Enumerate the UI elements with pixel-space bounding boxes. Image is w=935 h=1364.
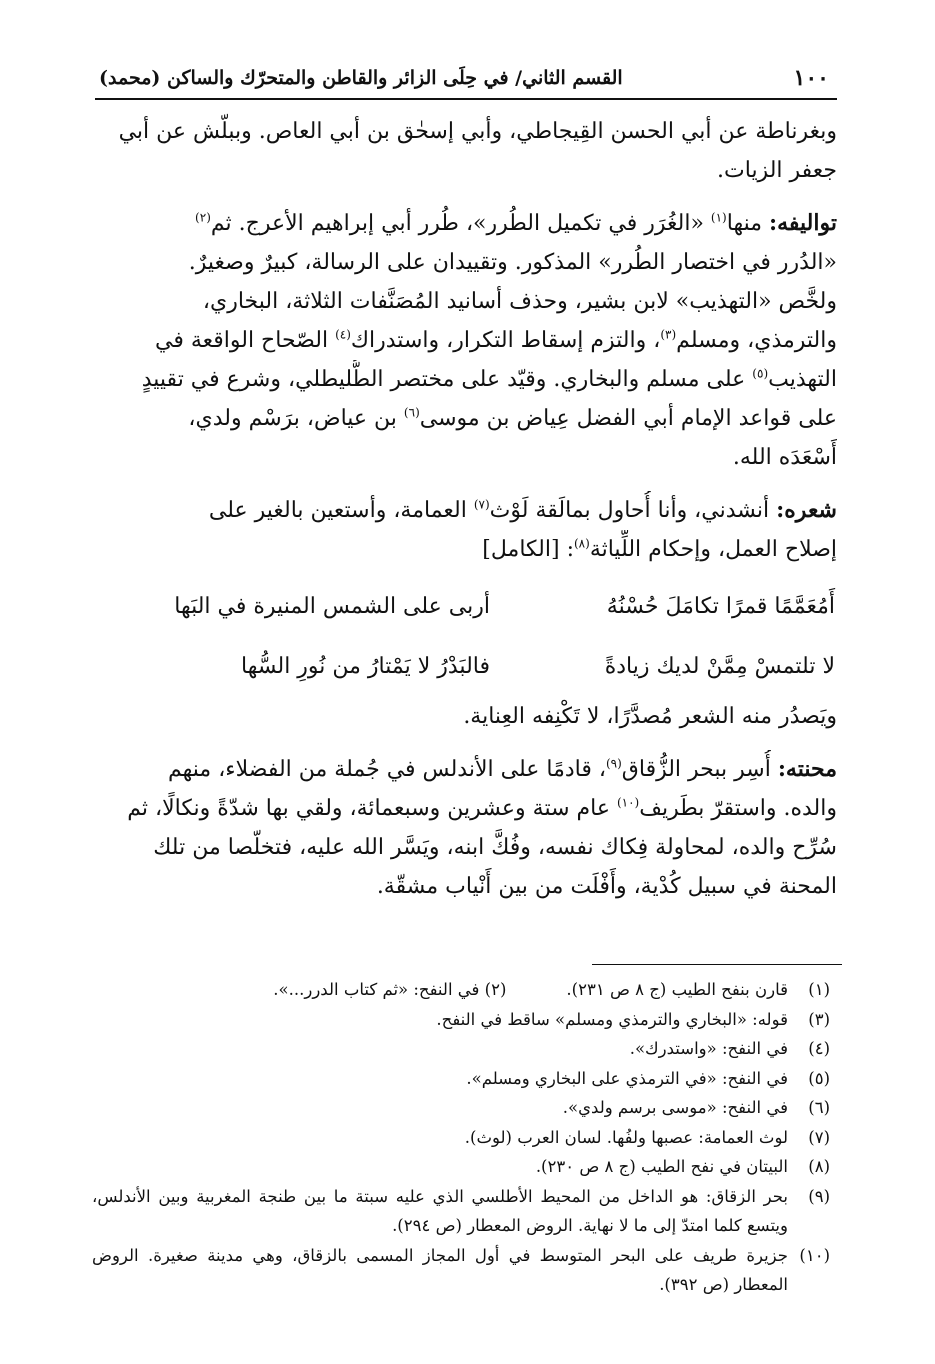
text-line: وبغرناطة عن أبي الحسن القِيجاطي، وأبي إسحٰق بن أبي العاص. وببلّش عن أبي [118,119,837,144]
text-line: إصلاح العمل، وإحكام اللِّياثة$^{(٨)}$: [الكامل] [482,536,837,562]
footnote-text: بحر الزقاق: هو الداخل من المحيط الأطلسي الذي عليه سبتة ما بين طنجة المغربية وبين الأندلس، ويتسع كلما امتدّ إلى ما لا نهاية. الروض المعطار (ص ٢٩٤). [92,1186,788,1235]
footnote-number: (١) [808,980,830,999]
text-line: أَسْعَدَه الله. [732,445,837,470]
text-line: جعفر الزيات. [717,158,837,183]
text-line: التهذيب$^{(٥)}$ على مسلم والبخاري. وقيّد على مختصر الطُّليطلي، وشرع في تقييدٍ [141,366,837,392]
section-label-poetry: شعره: [776,497,837,523]
footnote-ref[interactable]: (٥) [752,366,769,381]
poem [95,583,837,691]
text-line: ولخَّص «التهذيب» لابن بشير، وحذف أسانيد المُصَنَّفات الثلاثة، البخاري، [202,289,837,314]
footnote-separator [592,964,842,965]
footnote-text: جزيرة طريف على البحر المتوسط في أول المجاز المسمى بالزقاق، وهي مدينة صغيرة. الروض المعطار (ص ٣٩٢). [92,1245,788,1294]
text-line: المحنة في سبيل كُدْية، وأَفْلَت من بين أَنْياب مشقّة. [376,874,837,899]
text-line: والده. واستقرّ بطَريف$^{(١٠)}$ عام ستة وعشرين وسبعمائة، ولقي بها شدّةً ونكالًا، ثم [127,795,837,821]
main-text [95,112,837,920]
section-label-works: تواليفه: [769,210,837,236]
footnote [92,1182,830,1241]
footnote-text: في النفح: «في الترمذي على البخاري ومسلم». [466,1068,788,1088]
page-header [95,58,837,100]
footnote [92,1123,830,1153]
footnote-ref[interactable]: (٧) [473,497,490,512]
footnote-ref[interactable]: (١٠) [616,795,640,810]
footnote-number: (٦) [808,1098,830,1117]
text-line: على قواعد الإمام أبي الفضل عِياض بن موسى$^{(٦)}$ بن عياض، برَسْم ولدي، [188,405,837,431]
page-number: ١٠٠ [793,65,829,91]
hemistich-second: أربى على الشمس المنيرة في البَها [174,594,490,619]
hemistich-first: أَمُعَمَّمًا قمرًا تكامَلَ حُسْنُهُ [606,594,835,619]
text-line: شعره: أنشدني، وأنا أُحاول بمالَقة لَوْث$^{(٧)}$ العمامة، وأستعين بالغير على [208,497,837,523]
footnote-ref[interactable]: (٦) [403,405,420,420]
footnote-ref[interactable]: (١) [710,210,727,225]
footnote-text: قارن بنفح الطيب (ج ٨ ص ٢٣١). [566,980,788,999]
text-line: والترمذي، ومسلم$^{(٣)}$، والتزم إسقاط التكرار، واستدراك$^{(٤)}$ الصّحاح الواقعة في [155,327,837,353]
text-line: تواليفه: منها$^{(١)}$ «الغُرَر في تكميل الطُرر»، طُرر أبي إبراهيم الأعرج. ثم$^{(٢)}$ [195,210,837,236]
footnote-ref[interactable]: (٨) [573,536,590,551]
footnote-number: (٣) [808,1009,830,1029]
paragraph-teachers [95,112,837,190]
footnote-ref[interactable]: (٢) [195,210,211,225]
footnote [92,975,830,1005]
section-label-ordeal: محنته: [777,756,837,782]
footnote [92,1152,830,1182]
verse-line [95,583,837,631]
verse-line [95,643,837,691]
footnote-ref[interactable]: (٤) [335,327,351,342]
paragraph-works [95,204,837,477]
footnote-text: لوث العمامة: عصبها ولفُها. لسان العرب (لوث). [464,1127,788,1147]
paragraph-poetry [95,491,837,569]
footnote [92,1064,830,1094]
text-line: محنته: أُسِر ببحر الزُّقاق$^{(٩)}$، قادمًا على الأندلس في جُملة من الفضلاء، منهم [168,756,837,782]
footnote-number: (٧) [808,1127,830,1147]
footnote-number: (١٠) [799,1245,830,1265]
footnote-number: (٥) [808,1068,830,1088]
paragraph-ordeal [95,750,837,906]
footnote-text: في النفح: «موسى برسم ولدي». [562,1098,788,1117]
hemistich-second: فالبَدْرُ لا يَمْتارُ من نُورِ السُّها [241,654,490,679]
footnote-text: في النفح: «ثم كتاب الدرر...». [273,980,480,999]
footnote-number: (٤) [808,1039,830,1058]
footnote-text: البيتان في نفح الطيب (ج ٨ ص ٢٣٠). [535,1157,788,1176]
footnote-ref[interactable]: (٣) [660,327,677,342]
footnotes [92,975,830,1300]
text-line: سُرِّح والده، لمحاولة فِكاك نفسه، وفُكَّ ابنه، ويَسَّر الله عليه، فتخلّصا من تلك [153,835,837,860]
text-line: ويَصدُر منه الشعر مُصدَّرًا، لا تَكْنِفه العِناية. [463,704,837,729]
hemistich-first: لا تلتمسْ مِمَّنْ لديك زيادةً [604,654,835,679]
footnote-number: (٩) [808,1186,830,1206]
footnote [92,1005,830,1035]
footnote-text: قوله: «البخاري والترمذي ومسلم» ساقط في النفح. [436,1009,788,1029]
running-title: القسم الثاني/ في حِلَى الزائر والقاطن والمتحرّك والساكن (محمد) [99,67,623,89]
footnote [92,1093,830,1123]
footnote [92,1034,830,1064]
paragraph-poetry-remark [95,697,837,736]
footnote-number: (٢) [484,980,507,999]
footnote-number: (٨) [808,1157,830,1176]
footnote [92,1241,830,1300]
footnote-text: في النفح: «واستدرك». [629,1039,788,1058]
footnote-ref[interactable]: (٩) [605,756,622,771]
text-line: «الدُرر في اختصار الطُرر» المذكور. وتقييدان على الرسالة، كبيرٌ وصغيرٌ. [188,250,837,275]
